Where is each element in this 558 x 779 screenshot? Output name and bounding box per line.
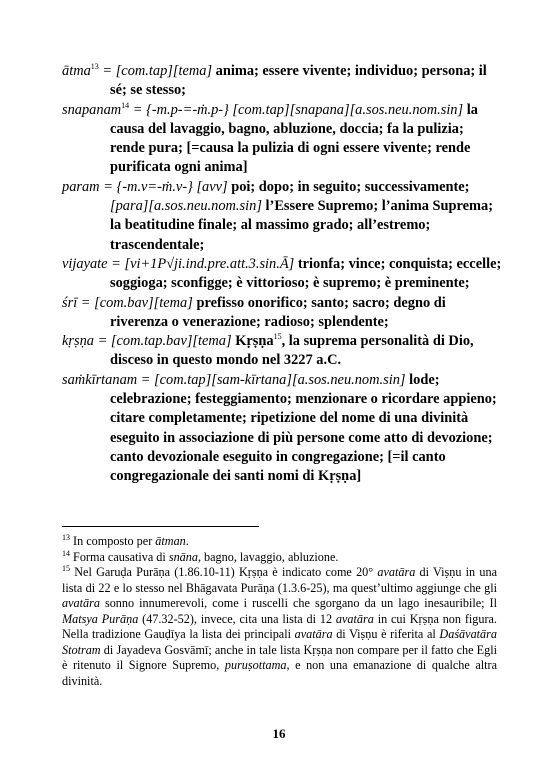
- entry-term: vijayate: [62, 255, 108, 272]
- footnote-text: in cui Kṛṣṇa non figura. Nella tradizione Gauḍīya la lista dei principali: [62, 611, 497, 641]
- entry-grammar: = [com.tap][tema]: [98, 63, 216, 79]
- footnote-term: Daśāvatāra Stotram: [62, 627, 497, 657]
- footnote-text: sonno innumerevoli, come i ruscelli che sgorgano da un lago inesauribile; Il: [99, 596, 497, 610]
- footnote-ref[interactable]: 14: [121, 100, 130, 110]
- entry-grammar-secondary: [para][a.sos.neu.nom.sin]: [110, 198, 266, 215]
- footnote-number: 13: [62, 532, 70, 542]
- entry-term: param: [62, 178, 100, 195]
- footnote-term: avatāra: [294, 627, 333, 641]
- entry-sri: [62, 294, 502, 333]
- entry-samkirtanam: [62, 371, 502, 487]
- entry-definition: la causa del lavaggio, bagno, abluzione, doccia; fa la pulizia; rende pura; [=causa la pulizia di ogni essere vivente; rende purificata ogni anima]: [110, 101, 478, 176]
- footnote-ref[interactable]: 15: [273, 332, 282, 342]
- entry-term: snapanam: [62, 101, 122, 118]
- footnote-text: (47.32-52), invece, cita una lista di 12: [138, 611, 336, 626]
- entry-grammar: = [com.tap.bav][tema]: [93, 333, 236, 350]
- footnote-text: Forma causativa di: [70, 549, 169, 564]
- entry-definition: anima; essere vivente; individuo; persona; il sé; se stesso;: [110, 63, 487, 99]
- entry-term: ātma: [62, 63, 91, 79]
- footnote-text-end: , bagno, lavaggio, abluzione.: [197, 549, 339, 564]
- footnote-text: Nel Garuḍa Purāṇa (1.86.10-11) Kṛṣṇa è indicato come 20°: [70, 565, 378, 579]
- footnote-text: In composto per: [70, 534, 156, 548]
- footnote-14: [62, 550, 497, 566]
- entry-snapanam: [62, 101, 502, 178]
- footnote-text: , e non una emanazione di qualche altra divinità.: [62, 658, 497, 688]
- entry-term: kṛṣṇa: [62, 333, 94, 350]
- footnote-text-end: .: [185, 534, 189, 548]
- entry-krsna: [62, 332, 502, 371]
- footnote-text: di Viṣṇu in una lista di 22 e lo stesso nel Bhāgavata Purāṇa (1.3.6-25), ma quest’ultimo aggiunge che gli: [62, 565, 497, 595]
- footnote-term: ātman: [155, 534, 186, 548]
- footnote-text: di Jayadeva Gosvāmī; anche in tale lista Kṛṣṇa non compare per il fatto che Egli è ritenuto il Signore Supremo,: [62, 642, 497, 672]
- footnote-term: Matsya Purāṇa: [62, 611, 139, 626]
- entry-definition: prefisso onorifico; santo; sacro; degno di riverenza o venerazione; radioso; splendente;: [110, 294, 446, 330]
- footnote-number: 15: [62, 563, 70, 573]
- footnote-term: snāna: [168, 549, 198, 564]
- footnote-13: [62, 534, 497, 550]
- footnote-term: avatāra: [62, 596, 100, 610]
- entry-term: śrī: [62, 294, 78, 311]
- entry-grammar: = [com.tap][sam-kīrtana][a.sos.neu.nom.sin]: [137, 371, 410, 388]
- entry-definition: trionfa; vince; conquista; eccelle; soggioga; sconfigge; è vittorioso; è supremo; è preminente;: [110, 255, 502, 292]
- entry-grammar: = [com.bav][tema]: [77, 294, 197, 311]
- footnote-divider: [62, 526, 259, 527]
- entry-definition: , la suprema personalità di Dio, disceso in questo mondo nel 3227 a.C.: [110, 333, 474, 369]
- entry-param: [62, 178, 502, 255]
- footnote-term: avatāra: [377, 565, 416, 579]
- entry-grammar: = {-m.p-=-ṁ.p-} [com.tap][snapana][a.sos.neu.nom.sin]: [129, 101, 467, 118]
- footnote-ref[interactable]: 13: [90, 62, 99, 72]
- entry-grammar: = {-m.v=-ṁ.v-} [avv]: [99, 178, 232, 195]
- entry-definition: poi; dopo; in seguito; successivamente;: [231, 178, 470, 195]
- footnote-15: [62, 565, 497, 689]
- entry-definition-name: Kṛṣṇa: [235, 333, 274, 350]
- entry-vijayate: [62, 255, 502, 294]
- footnotes: [62, 534, 497, 689]
- page-number: 16: [272, 726, 286, 741]
- footnote-text: di Viṣṇu è riferita al: [332, 627, 440, 641]
- entry-atma: [62, 62, 502, 101]
- glossary-entries: [62, 62, 502, 487]
- entry-term: saṁkīrtanam: [62, 371, 138, 388]
- entry-definition: lode; celebrazione; festeggiamento; menzionare o ricordare appieno; citare completamente; ripetizione del nome di una divinità eseguito in associazione di più persone come atto di devozione; canto devozionale eseguito in congregazione; [=il canto congregazionale dei santi nomi di Kṛṣṇa]: [110, 371, 497, 485]
- footnote-term: avatāra: [335, 611, 374, 626]
- entry-grammar: = [vi+1P√ji.ind.pre.att.3.sin.Ā]: [107, 255, 298, 272]
- footnote-term: puruṣottama: [224, 658, 287, 672]
- entry-definition-secondary: l’Essere Supremo; l’anima Suprema; la beatitudine finale; al massimo grado; all’estremo; trascendentale;: [110, 198, 493, 253]
- footnote-number: 14: [62, 548, 70, 558]
